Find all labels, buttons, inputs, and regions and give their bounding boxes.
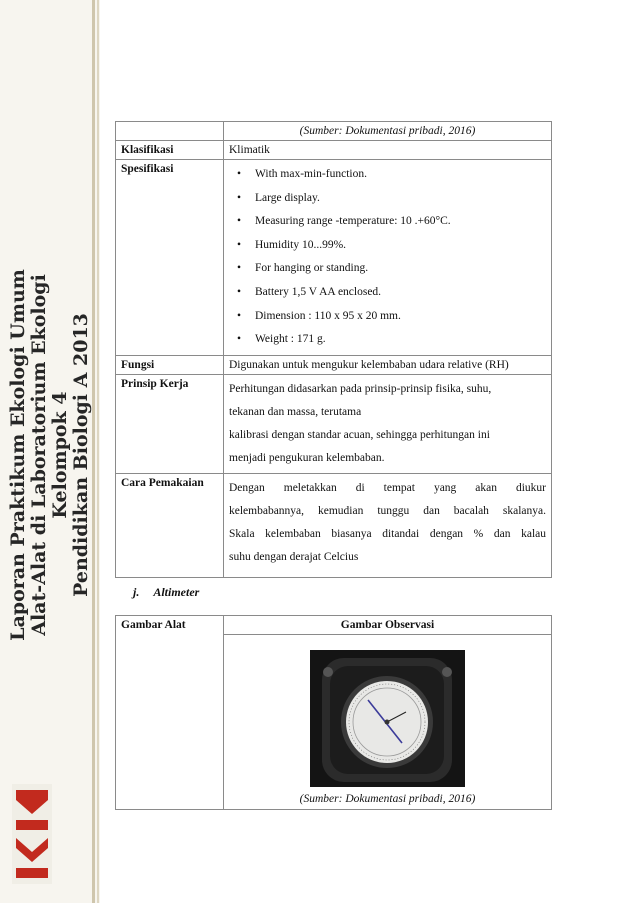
text-line: Perhitungan didasarkan pada prinsip-prinsip fisika, suhu, [229,382,492,395]
col-header-gambar-alat: Gambar Alat [116,616,224,810]
sidebar-stripe [92,0,95,903]
list-item: • Measuring range -temperature: 10 .+60°C. [229,210,546,234]
text-line: kelembabannya, kemudian tunggu dan bacalah skalanya. [229,504,546,517]
sidebar-stripe [97,0,99,903]
altimeter-photo [310,650,465,787]
row-label-cara: Cara Pemakaian [116,473,224,577]
text-line: Dengan meletakkan di tempat yang akan diukur [229,481,546,494]
section-title: Altimeter [153,585,200,599]
col-header-gambar-observasi: Gambar Observasi [224,616,552,635]
empty-cell [116,122,224,141]
vertical-title-line: Kelompok 4 [49,391,71,519]
row-label-klasifikasi: Klasifikasi [116,141,224,160]
list-item: • Weight : 171 g. [229,328,546,352]
spec-table [115,121,552,578]
text-line: kalibrasi dengan standar acuan, sehingga perhitungan ini [229,428,490,441]
table-row [116,355,552,374]
sidebar-banner [0,0,100,903]
list-item: • Large display. [229,187,546,211]
vertical-title-line: Pendidikan Biologi A 2013 [70,313,92,597]
vertical-title [8,95,92,815]
photo-cell [224,635,552,810]
list-item: • For hanging or standing. [229,257,546,281]
list-item: • Humidity 10...99%. [229,234,546,258]
university-logo-icon [6,780,60,890]
list-item: • Dimension : 110 x 95 x 20 mm. [229,305,546,329]
vertical-title-line: Alat-Alat di Laboratorium Ekologi [28,274,50,636]
row-value-klasifikasi: Klimatik [224,141,552,160]
text-line: menjadi pengukuran kelembaban. [229,451,385,464]
source-caption: (Sumber: Dokumentasi pribadi, 2016) [299,793,476,805]
table-row [116,122,552,141]
table-row [116,616,552,635]
section-letter: j. [133,585,140,599]
image-table [115,615,552,810]
row-label-prinsip: Prinsip Kerja [116,374,224,473]
table-row [116,141,552,160]
table-row [116,374,552,473]
row-label-spesifikasi: Spesifikasi [116,160,224,356]
row-value-fungsi: Digunakan untuk mengukur kelembaban udara relative (RH) [224,355,552,374]
row-value-cara [224,473,552,577]
section-heading [133,585,199,600]
row-value-prinsip [224,374,552,473]
vertical-title-line: Laporan Praktikum Ekologi Umum [7,269,29,641]
text-line: tekanan dan massa, terutama [229,405,362,418]
altimeter-icon [310,650,465,787]
spec-list [229,163,546,352]
text-line: Skala kelembaban biasanya ditandai dengan % dan kalau [229,527,546,540]
list-item: • With max-min-function. [229,163,546,187]
list-item: • Battery 1,5 V AA enclosed. [229,281,546,305]
row-value-spesifikasi [224,160,552,356]
source-caption: (Sumber: Dokumentasi pribadi, 2016) [224,122,552,141]
row-label-fungsi: Fungsi [116,355,224,374]
table-row [116,160,552,356]
table-row [116,473,552,577]
text-line: suhu dengan derajat Celcius [229,550,359,563]
